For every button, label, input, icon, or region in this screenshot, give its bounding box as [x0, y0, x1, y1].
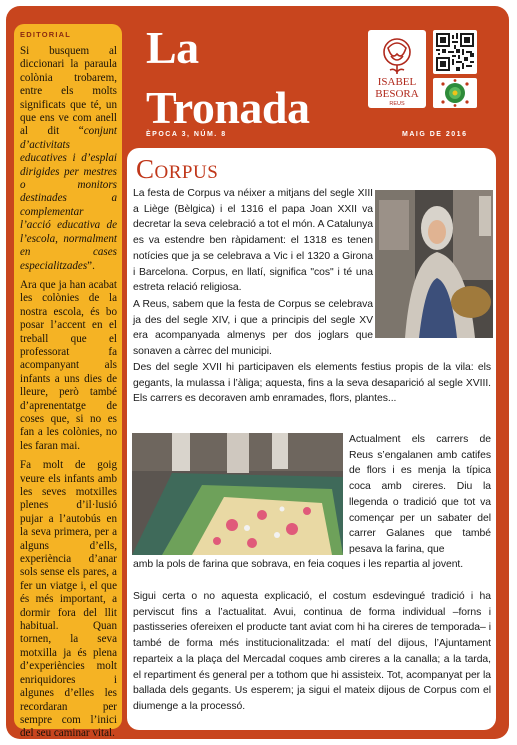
green-school-badge [433, 78, 477, 108]
rose-logo-icon [368, 30, 426, 108]
svg-text:BESORA: BESORA [375, 88, 419, 100]
article-paragraph-2a: A Reus, sabem que la festa de Corpus se celebrava ja des del segle XIV, i que a principis del segle XV era acompanyada almenys per dos joglars que sonaven a càrrec del municipi. [133, 299, 373, 358]
school-logo [368, 30, 426, 108]
globe-badge-icon [433, 78, 477, 108]
qr-code[interactable] [433, 30, 477, 74]
issue-date: MAIG DE 2016 [402, 131, 468, 138]
editorial-sidebar [14, 24, 122, 740]
editorial-title: EDITORIAL [20, 30, 72, 39]
editorial-p1-quote: conjunt d’activitats educatives i d’esplai dirigides per mestres o monitors destinades a complementar l’acció educativa de l’escola, normalment en cases especialitzades [20, 125, 117, 272]
editorial-paragraph-2: Ara que ja han acabat les colònies de la nostra escola, és bo posar l’accent en el treball que el professorat fa acompanyant als infants a uns dies de lleure, però també d’aprenentatge de coses que, si no es fan a les colònies, no les faran mai. [20, 278, 117, 452]
article-paragraph-4: Sigui certa o no aquesta explicació, el costum esdevingué tradició i ha perviscut fins a l’actualitat. Avui, continua de forma individual –forns i pastisseries ofereixen el producte tant aviat com hi ha cireres de temporada– i també de forma més institucionalitzada: el matí del dijous, l’Ajuntament reparteix a la plaça del Mercadal coques amb cireres a la canalla; a la tarda, el repartiment és general per a tothom que hi assisteix. Tot, acompanyat per la ballada dels gegants. Us esperem; ja sigui el mateix dijous de Corpus com el diumenge a la processó. [133, 591, 491, 712]
flower-carpet-image-icon [132, 433, 343, 555]
article-paragraph-3b: amb la pols de farina que sobrava, en feia coques i les repartia al jovent. [133, 559, 464, 570]
issue-number: ÈPOCA 3, NÚM. 8 [146, 131, 227, 138]
qr-code-icon [436, 33, 474, 71]
procession-photo [375, 190, 493, 338]
masthead-title: La Tronada [146, 22, 310, 133]
article-card [127, 148, 496, 730]
editorial-p1-start: Si busquem al diccionari la paraula colònia trobarem, entre els molts significats que té, un que ens ve com anell al dit “ [20, 45, 117, 138]
editorial-paragraph-1 [20, 45, 117, 273]
editorial-p1-end: ”. [87, 259, 95, 272]
flower-carpet-photo [132, 433, 343, 555]
svg-text:REUS: REUS [389, 101, 405, 107]
article-paragraph-1: La festa de Corpus va néixer a mitjans del segle XIII a Liège (Bèlgica) i el 1316 el papa Joan XXII va decretar la seva celebració a tot el món. A Catalunya es va estendre ben ràpidament: el 1318 es tenen notícies que ja se celebrava a Vic i el 1320 a Girona i Barcelona. Corpus, en llatí, significa "cos" i té una estreta relació religiosa. [133, 188, 373, 294]
svg-text:ISABEL: ISABEL [377, 76, 417, 88]
article-paragraph-2b: Des del segle XVII hi participaven els elements festius propis de la vila: els gegants, la mulassa i l’àliga; aquesta, fins a la seva desaparició al segle XVIII. Els carrers es decoraven amb enramades, flors, plantes... [133, 362, 491, 405]
article-paragraph-3a: Actualment els carrers de Reus s’engalanen amb catifes de flors i es menja la típica coca amb cireres. Diu la llegenda o tradició que tot va començar per un sabater del carrer Galanes que també pesava la farina, que [349, 434, 491, 555]
procession-image-icon [375, 190, 493, 338]
article-title: Corpus [136, 154, 219, 184]
editorial-paragraph-3: Fa molt de goig veure els infants amb les seves motxilles plenes d’il·lusió pujar a l’autobús en la seva primera, per a alguns d’ells, experiència d’anar sols sense els pares, a fer un viatge i, el que és més important, a dormir fora del llit habitual. Quan tornen, la seva motxilla ja és plena d’experiències molt enriquidores i algunes d’elles les recordaran per sempre com l’inici del seu caminar vital. [20, 459, 117, 740]
